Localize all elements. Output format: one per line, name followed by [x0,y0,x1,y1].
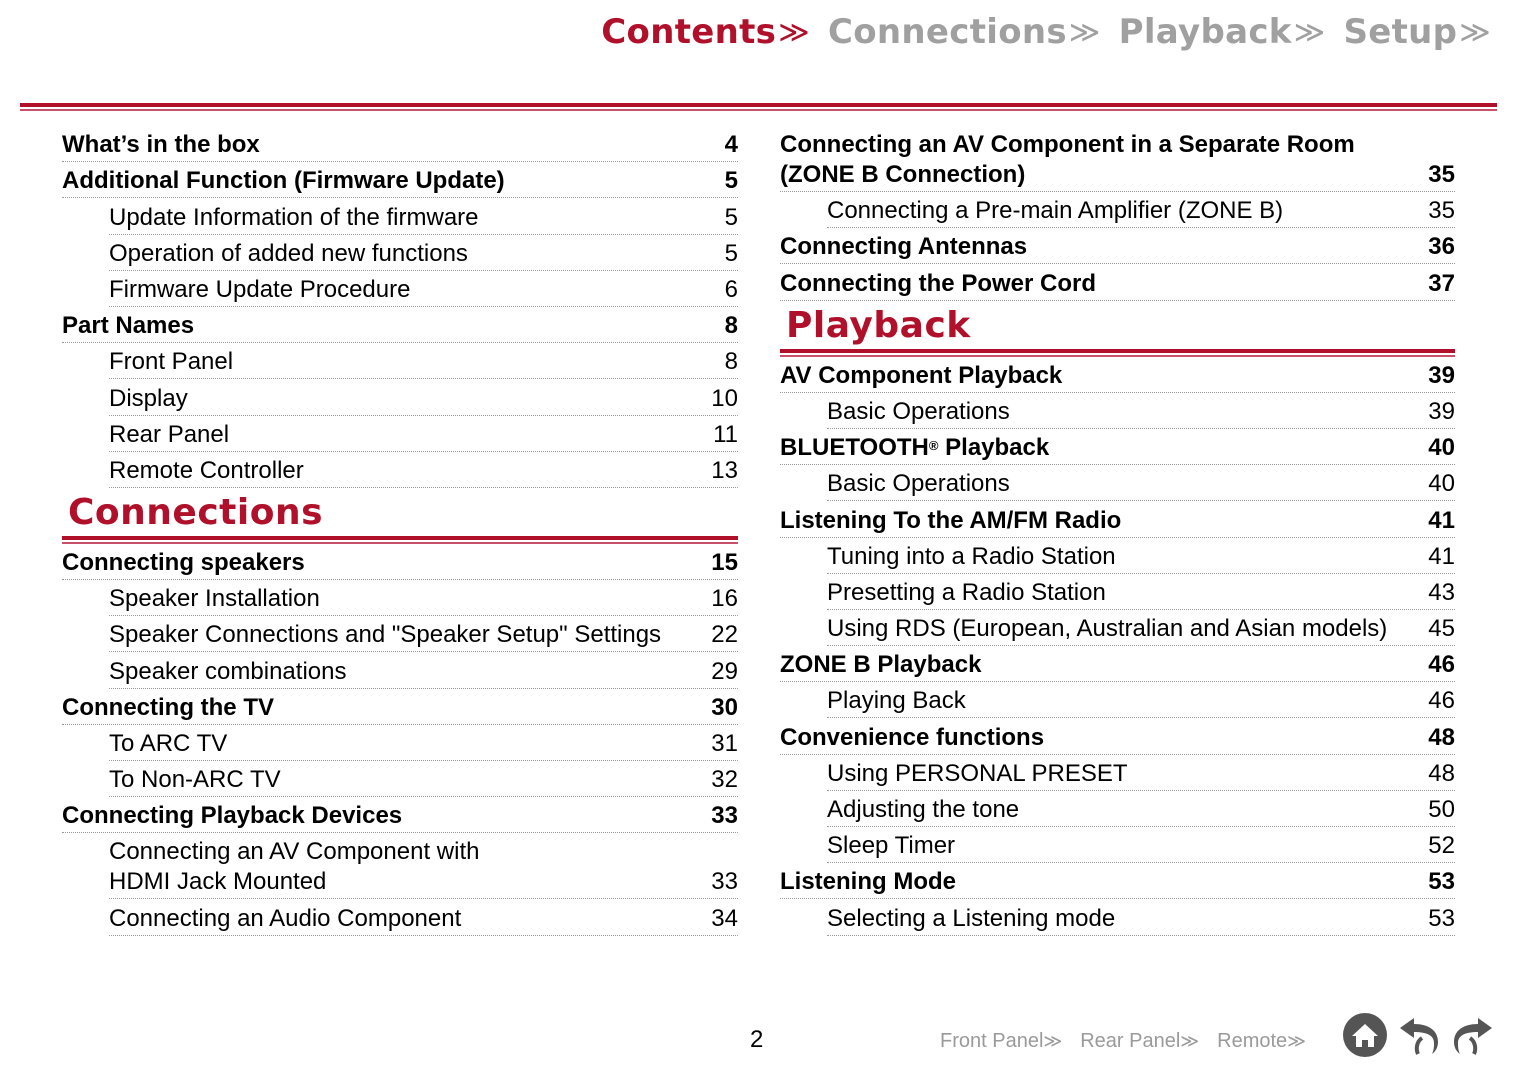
toc-entry-title: Connecting a Pre-main Amplifier (ZONE B) [827,197,1284,225]
section-title: Playback [786,304,971,346]
toc-entry[interactable] [827,538,1455,574]
toc-entry-page: 32 [711,766,738,794]
toc-entry[interactable] [109,235,738,271]
toc-entry-title: Selecting a Listening mode [827,904,1116,932]
toc-entry-title: Connecting the Power Cord [780,269,1097,297]
toc-entry-page: 41 [1428,542,1455,570]
toc-entry-title: Update Information of the firmware [109,203,479,231]
toc-entry-title: Operation of added new functions [109,239,468,267]
toc-entry[interactable] [827,755,1455,791]
toc-entry[interactable] [827,192,1455,228]
toc-entry-page: 4 [724,131,738,159]
chevron-right-icon: ≫ [1180,1031,1200,1051]
toc-entry[interactable] [780,264,1455,300]
toc-entry-page: 40 [1428,434,1455,462]
toc-entry[interactable] [780,501,1455,537]
toc-entry-title: Additional Function (Firmware Update) [62,167,505,195]
toc-entry-page: 36 [1428,233,1455,261]
chevron-right-icon: ≫ [778,14,810,50]
tab-setup[interactable] [1343,12,1491,52]
toc-entry-page: 33 [711,868,738,896]
toc-entry-page: 46 [1428,687,1455,715]
toc-entry-title: Connecting an AV Component with HDMI Jack Mounted [109,838,480,896]
toc-entry[interactable] [827,791,1455,827]
toc-entry-title: Part Names [62,312,195,340]
footer-link-remote[interactable]: Remote≫ [1217,1030,1307,1052]
toc-entry[interactable] [780,126,1455,192]
toc-entry[interactable] [780,429,1455,465]
toc-entry-page: 5 [724,203,738,231]
toc-group [780,126,1455,301]
toc-entry-title: Presetting a Radio Station [827,578,1106,606]
footer-link-front-panel[interactable]: Front Panel≫ [940,1030,1063,1052]
toc-entry[interactable] [109,899,738,935]
toc-entry-page: 8 [724,348,738,376]
home-icon[interactable] [1342,1012,1388,1058]
footer-link-rear-panel[interactable]: Rear Panel≫ [1080,1030,1200,1052]
toc-entry-title: ZONE B Playback [780,651,982,679]
toc-entry[interactable] [780,863,1455,899]
toc-entry-page: 48 [1428,759,1455,787]
chevron-right-icon: ≫ [1287,1031,1307,1051]
tab-connections[interactable] [828,12,1101,52]
toc-entry-title: Speaker Connections and "Speaker Setup" Settings [109,621,662,649]
section-heading-playback [780,301,1455,357]
toc-entry-title: Sleep Timer [827,832,956,860]
toc-entry[interactable] [780,718,1455,754]
back-icon[interactable] [1396,1012,1442,1058]
toc-entry[interactable] [827,827,1455,863]
toc-entry-page: 31 [711,730,738,757]
toc-entry-title: Playing Back [827,687,966,715]
toc-entry-title: Convenience functions [780,723,1045,751]
toc-entry-title: Front Panel [109,348,234,376]
toc-entry-title: Remote Controller [109,456,304,484]
toc-entry-page: 41 [1428,506,1455,534]
toc-entry[interactable] [780,646,1455,682]
footer-icons [1342,1012,1496,1058]
section-title: Connections [68,491,324,533]
toc-entry-page: 30 [711,693,738,721]
toc-entry-title: Connecting Playback Devices [62,802,403,830]
toc-entry[interactable] [109,833,738,899]
toc-entry-page: 35 [1428,161,1455,188]
toc-entry[interactable] [109,580,738,616]
chevron-right-icon: ≫ [1459,14,1491,50]
toc-entry-page: 29 [711,657,738,685]
toc-entry[interactable] [109,725,738,761]
toc-entry[interactable] [109,271,738,307]
tab-playback[interactable] [1119,12,1326,52]
toc-entry-page: 22 [711,621,738,649]
toc-entry[interactable] [780,357,1455,393]
section-heading-connections [62,488,738,544]
toc-entry-title: Adjusting the tone [827,796,1020,823]
toc-entry[interactable] [827,465,1455,501]
toc-entry-title: To Non-ARC TV [109,766,281,794]
toc-entry-title: Connecting an AV Component in a Separate Room (ZONE B Connection) [780,131,1355,188]
toc-entry[interactable] [62,544,738,580]
toc-entry-page: 34 [711,904,738,932]
toc-entry-title: Display [109,384,188,412]
toc-entry-page: 6 [724,275,738,303]
header-divider [20,103,1497,111]
toc-entry[interactable] [827,393,1455,429]
toc-entry[interactable] [109,343,738,379]
toc-entry-page: 10 [711,384,738,412]
toc-group [62,544,738,936]
toc-entry-page: 5 [724,167,738,195]
toc-entry[interactable] [62,689,738,725]
toc-entry[interactable] [62,162,738,198]
toc-entry-title-suffix: Playback [938,434,1050,462]
toc-entry-page: 46 [1428,651,1455,679]
chevron-right-icon: ≫ [1068,14,1101,50]
toc-entry-page: 53 [1428,868,1455,896]
tab-label: Setup [1343,12,1458,52]
page-number: 2 [750,1026,764,1053]
toc-entry-title: Using PERSONAL PRESET [827,759,1128,787]
tab-label: Connections [827,12,1067,52]
toc-entry-page: 11 [713,420,738,448]
toc-entry-title: Speaker Installation [109,585,320,613]
toc-entry-title: Using RDS (European, Australian and Asian models) [827,615,1388,643]
tab-contents[interactable] [601,12,810,52]
toc-entry-title: Connecting the TV [62,693,274,721]
toc-entry[interactable] [62,126,738,162]
toc-entry-title: Connecting Antennas [780,233,1028,261]
toc-entry[interactable] [109,652,738,688]
toc-entry[interactable] [780,228,1455,264]
toc-entry-page: 13 [711,456,738,484]
toc-group [780,357,1455,936]
toc-entry[interactable] [62,797,738,833]
toc-entry-title: Firmware Update Procedure [109,275,411,303]
tab-label: Playback [1118,12,1292,52]
toc-entry[interactable] [109,452,738,488]
toc-entry-page: 39 [1428,361,1455,389]
toc-entry-page: 52 [1428,832,1455,860]
toc-entry-page: 8 [724,312,738,340]
toc-entry[interactable] [109,761,738,797]
toc-entry-page: 33 [711,802,738,830]
toc-entry-title: Rear Panel [109,420,230,448]
footer-nav [940,1030,1306,1053]
toc-entry-title: BLUETOOTH [780,434,929,462]
toc-entry-page: 39 [1428,397,1455,425]
toc-entry-title: Listening To the AM/FM Radio [780,506,1122,534]
toc-entry[interactable] [827,574,1455,610]
toc-entry-page: 45 [1428,615,1455,643]
toc-entry-title: What’s in the box [62,131,260,159]
toc-entry-page: 53 [1428,904,1455,932]
toc-entry-title: Connecting an Audio Component [109,904,462,932]
toc-entry[interactable] [109,616,738,652]
chevron-right-icon: ≫ [1043,1031,1063,1051]
toc-entry-page: 48 [1428,723,1455,751]
toc-group [62,126,738,488]
forward-icon[interactable] [1450,1012,1496,1058]
toc-entry[interactable] [827,682,1455,718]
toc-entry-title: Tuning into a Radio Station [827,542,1116,570]
toc-entry[interactable] [109,416,738,452]
toc-entry-title: Speaker combinations [109,657,347,685]
toc-entry[interactable] [109,379,738,415]
toc-entry-title-group [780,433,1049,463]
toc-entry-page: 35 [1428,197,1455,225]
toc-entry-title: Connecting speakers [62,549,305,577]
toc-entry-page: 50 [1428,796,1455,823]
toc-entry-page: 5 [724,239,738,267]
toc-entry-title: Basic Operations [827,397,1010,425]
toc-entry-page: 15 [711,549,738,577]
registered-mark: ® [928,438,939,454]
toc-entry-title: Listening Mode [780,868,956,896]
toc-entry-page: 37 [1428,269,1455,297]
header-nav [601,12,1491,52]
toc-entry[interactable] [827,610,1455,646]
toc-entry-title: AV Component Playback [780,361,1063,389]
toc-left-column [62,126,738,936]
chevron-right-icon: ≫ [1293,14,1326,50]
toc-entry-title: To ARC TV [109,730,228,757]
toc-entry-title: Basic Operations [827,470,1010,498]
toc-entry[interactable] [827,899,1455,935]
toc-entry-page: 40 [1428,470,1455,498]
toc-entry[interactable] [109,198,738,234]
tab-label: Contents [601,12,777,52]
toc-entry-page: 43 [1428,578,1455,606]
toc-entry-page: 16 [711,585,738,613]
toc-right-column [780,126,1455,936]
toc-entry[interactable] [62,307,738,343]
